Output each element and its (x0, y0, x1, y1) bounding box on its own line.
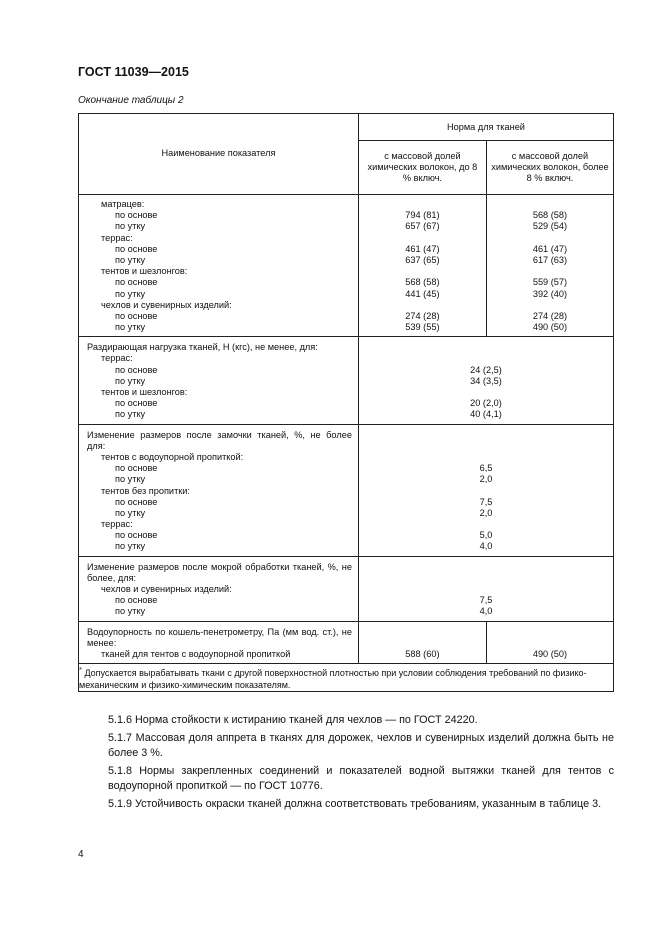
section-waterproof-labels (79, 621, 359, 664)
section-soak-title: Изменение размеров после замочки тканей, %, не более для: (87, 429, 352, 451)
row-value: 2,0 (479, 474, 493, 485)
row-label: тентов с водоупорной пропиткой: (101, 451, 244, 462)
row-label: по утку (115, 254, 146, 265)
row-value-b: 617 (63) (532, 254, 568, 265)
section-wet-labels (79, 556, 359, 621)
row-value: 5,0 (479, 530, 493, 541)
section-tensile (79, 195, 614, 337)
section-waterproof-label: тканей для тентов с водоупорной пропиткой (101, 649, 291, 660)
section-waterproof-value-b: 490 (50) (532, 649, 568, 659)
section-tensile-col-b (486, 195, 613, 337)
row-value-b: 568 (58) (532, 210, 568, 221)
row-label: по утку (115, 409, 146, 420)
paragraph-5-1-6 (78, 713, 614, 728)
row-value-b (487, 300, 613, 311)
row-label: чехлов и сувенирных изделий: (101, 584, 232, 595)
document-header: ГОСТ 11039—2015 (78, 65, 189, 79)
section-soak (79, 424, 614, 556)
row-label: чехлов и сувенирных изделий: (101, 299, 232, 310)
row-value-b (487, 199, 613, 210)
row-label: по основе (115, 310, 158, 321)
row-label: по утку (115, 507, 146, 518)
row-value (359, 452, 613, 463)
footnote-mark: * (79, 665, 82, 675)
row-label: по утку (115, 474, 146, 485)
row-label: террас: (101, 232, 133, 243)
section-waterproof-col-a (358, 621, 486, 664)
section-wet (79, 556, 614, 621)
row-label: матрацев: (101, 199, 145, 209)
row-label: по основе (115, 210, 158, 221)
section-tensile-labels (79, 195, 359, 337)
row-value-b: 559 (57) (532, 277, 568, 288)
row-value: 4,0 (479, 541, 493, 552)
section-tensile-col-a (358, 195, 486, 337)
row-value-b (487, 266, 613, 277)
section-soak-labels (79, 424, 359, 556)
row-value-b: 392 (40) (532, 288, 568, 299)
column-header-b-text: с массовой долей химических волокон, более 8 % включ. (491, 150, 609, 184)
row-value-a: 461 (47) (405, 243, 440, 254)
row-value (359, 584, 613, 595)
row-label: по утку (115, 221, 146, 232)
section-wet-title: Изменение размеров после мокрой обработки тканей, %, не более, для: (87, 561, 352, 583)
row-label: по основе (115, 364, 158, 375)
row-value: 40 (4,1) (470, 409, 502, 420)
row-label: по основе (115, 277, 158, 288)
row-value: 20 (2,0) (470, 398, 502, 409)
row-label: по утку (115, 606, 146, 617)
paragraph-5-1-8 (78, 764, 614, 793)
row-value: 7,5 (479, 595, 493, 606)
row-label: тентов и шезлонгов: (101, 266, 188, 277)
row-value: 4,0 (479, 606, 493, 617)
specification-table (78, 113, 614, 692)
row-label: по основе (115, 496, 158, 507)
row-label: по утку (115, 322, 146, 333)
paragraph-5-1-6-text: 5.1.6 Норма стойкости к истиранию тканей для чехлов — по ГОСТ 24220. (108, 714, 478, 726)
row-label: по основе (115, 243, 158, 254)
section-waterproof-value-a: 588 (60) (405, 649, 440, 659)
row-label: по основе (115, 595, 158, 606)
row-label: по утку (115, 541, 146, 552)
row-value: 34 (3,5) (470, 375, 502, 386)
row-value (359, 353, 613, 364)
row-value-a (359, 199, 486, 210)
row-value: 6,5 (479, 463, 493, 474)
paragraph-5-1-7-text: 5.1.7 Массовая доля аппрета в тканях для дорожек, чехлов и сувенирных изделий должна быть не более 3 %. (108, 732, 614, 759)
row-value-a (359, 266, 486, 277)
row-label: террас: (101, 519, 133, 530)
row-value-a: 539 (55) (405, 322, 440, 333)
row-value: 2,0 (479, 507, 493, 518)
column-header-a (358, 141, 486, 195)
table-footnote (79, 664, 614, 692)
row-label: по основе (115, 463, 158, 474)
row-label: террас: (101, 353, 133, 364)
column-header-b (486, 141, 613, 195)
section-soak-values (358, 424, 613, 556)
row-value-b: 490 (50) (532, 322, 568, 333)
row-value (359, 387, 613, 398)
table-caption: Окончание таблицы 2 (78, 95, 184, 106)
section-tear (79, 337, 614, 424)
section-wet-values (358, 556, 613, 621)
footnote-text: Допускается вырабатывать ткани с другой поверхностной плотностью при условии соблюдения требований по физико-механическим и физико-химическим показателям. (79, 668, 587, 691)
row-label: по утку (115, 375, 146, 386)
row-value (359, 486, 613, 497)
column-header-name (79, 114, 359, 195)
row-label: по основе (115, 398, 158, 409)
table-footnote-row (79, 664, 614, 692)
section-waterproof (79, 621, 614, 664)
row-value: 7,5 (479, 496, 493, 507)
section-tear-values (358, 337, 613, 424)
row-value-a (359, 233, 486, 244)
section-tear-labels (79, 337, 359, 424)
page-number: 4 (78, 849, 84, 860)
paragraph-5-1-9 (78, 797, 614, 812)
row-value (359, 519, 613, 530)
row-value-a: 794 (81) (405, 210, 440, 221)
row-value-a: 274 (28) (405, 310, 440, 321)
paragraph-5-1-9-text: 5.1.9 Устойчивость окраски тканей должна соответствовать требованиям, указанным в таблице 3. (108, 798, 602, 810)
row-label: тентов без пропитки: (101, 485, 190, 496)
section-waterproof-col-b (486, 621, 613, 664)
row-value-b (487, 233, 613, 244)
row-value-b: 461 (47) (532, 243, 568, 254)
paragraph-5-1-7 (78, 731, 614, 760)
row-label: Раздирающая нагрузка тканей, Н (кгс), не менее, для: (87, 342, 318, 353)
row-value-a (359, 300, 486, 311)
row-value-a: 657 (67) (405, 221, 440, 232)
row-label: по основе (115, 530, 158, 541)
row-value: 24 (2,5) (470, 364, 502, 375)
row-value-a: 441 (45) (405, 288, 440, 299)
row-value-a: 637 (65) (405, 254, 440, 265)
column-header-name-text: Наименование показателя (161, 148, 276, 159)
column-header-norm-text: Норма для тканей (447, 121, 525, 132)
column-header-a-text: с массовой долей химических волокон, до 8 % включ. (367, 150, 478, 184)
row-label: по утку (115, 288, 146, 299)
row-value-b: 274 (28) (532, 310, 568, 321)
row-value-b: 529 (54) (532, 221, 568, 232)
row-value-a: 568 (58) (405, 277, 440, 288)
section-waterproof-title: Водоупорность по кошель-пенетрометру, Па (мм вод. ст.), не менее: (87, 626, 352, 648)
row-label: тентов и шезлонгов: (101, 387, 188, 397)
column-header-norm (358, 114, 613, 141)
paragraph-5-1-8-text: 5.1.8 Нормы закрепленных соединений и показателей водной вытяжки тканей для тентов с водоупорной пропиткой — по ГОСТ 10776. (108, 765, 614, 792)
row-value (359, 342, 613, 353)
